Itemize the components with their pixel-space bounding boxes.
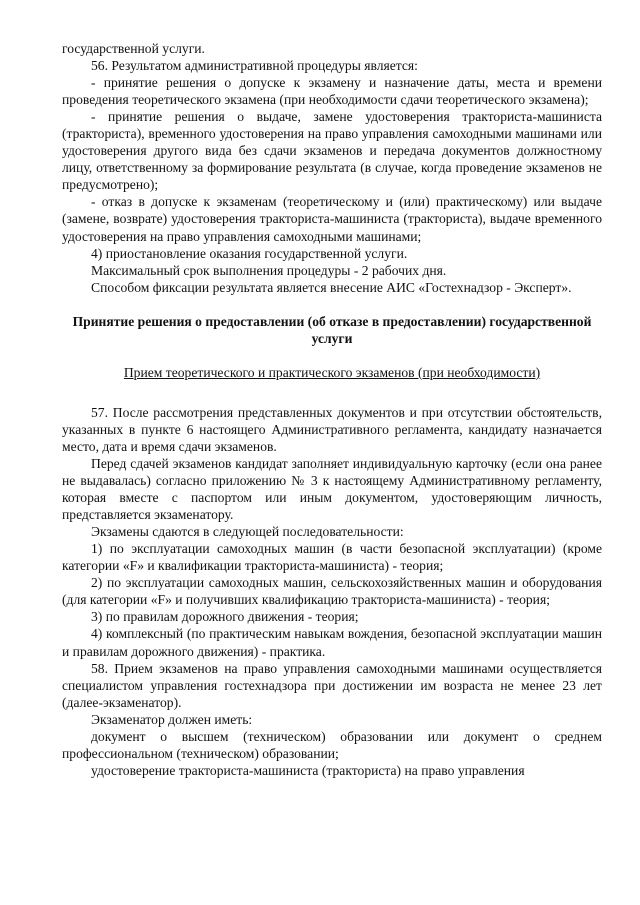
subsection-heading xyxy=(62,364,602,381)
paragraph: - отказ в допуске к экзаменам (теоретическому и (или) практическому) или выдаче (замене, возврате) удостоверения тракториста-машиниста (тракториста), выдаче временного удостоверения на право управления самоходными машинами; xyxy=(62,194,602,244)
paragraph: - принятие решения о выдаче, замене удостоверения тракториста-машиниста (тракториста), временного удостоверения на право управления самоходными машинами или удостоверения другого вида без сдачи экзаменов и передача документов должностному лицу, ответственному за формирование результата (в случае, когда проведение экзаменов не предусмотрено); xyxy=(62,109,602,193)
document-page xyxy=(62,40,602,779)
paragraph: 4) приостановление оказания государственной услуги. xyxy=(91,245,408,261)
paragraph: Способом фиксации результата является внесение АИС «Гостехнадзор - Эксперт». xyxy=(91,279,572,295)
paragraph: 57. После рассмотрения представленных документов и при отсутствии обстоятельств, указанных в пункте 6 настоящего Административного регламента, кандидату назначается место, дата и время сдачи экзаменов. xyxy=(62,404,602,454)
paragraph: Максимальный срок выполнения процедуры - 2 рабочих дня. xyxy=(91,262,447,278)
paragraph: Экзаменатор должен иметь: xyxy=(91,711,253,727)
paragraph: - принятие решения о допуске к экзамену и назначение даты, места и времени проведения теоретического экзамена (при необходимости сдачи теоретического экзамена); xyxy=(62,75,602,108)
list-item: 4) комплексный (по практическим навыкам вождения, безопасной эксплуатации машин и правилам дорожного движения) - практика. xyxy=(62,626,602,659)
paragraph: Экзамены сдаются в следующей последовательности: xyxy=(91,524,404,540)
paragraph: государственной услуги. xyxy=(62,41,205,56)
section-heading: Принятие решения о предоставлении (об отказе в предоставлении) государственной услуги xyxy=(72,313,592,346)
paragraph: удостоверение тракториста-машиниста (тракториста) на право управления xyxy=(91,762,525,778)
paragraph: Перед сдачей экзаменов кандидат заполняет индивидуальную карточку (если она ранее не выдавалась) согласно приложению № 3 к настоящему Административному регламенту, которая вместе с паспортом или иным документом, удостоверяющим личность, представляется экзаменатору. xyxy=(62,455,602,523)
subsection-heading-text: Прием теоретического и практического экзаменов (при необходимости) xyxy=(123,364,541,380)
list-item: 2) по эксплуатации самоходных машин, сельскохозяйственных машин и оборудования (для категории «F» и получивших квалификацию тракториста-машиниста) - теория; xyxy=(62,575,602,608)
list-item: 3) по правилам дорожного движения - теория; xyxy=(91,609,359,625)
spacer xyxy=(62,381,602,398)
paragraph: 56. Результатом административной процедуры является: xyxy=(91,58,418,74)
spacer xyxy=(62,347,602,364)
spacer xyxy=(62,296,602,313)
paragraph: документ о высшем (техническом) образовании или документ о среднем профессиональном (техническом) образовании; xyxy=(62,728,602,761)
list-item: 1) по эксплуатации самоходных машин (в части безопасной эксплуатации) (кроме категории «F» и квалификации тракториста-машиниста) - теория; xyxy=(62,541,602,574)
paragraph: 58. Прием экзаменов на право управления самоходными машинами осуществляется специалистом управления гостехнадзора при достижении им возраста не менее 23 лет (далее-экзаменатор). xyxy=(62,660,602,710)
